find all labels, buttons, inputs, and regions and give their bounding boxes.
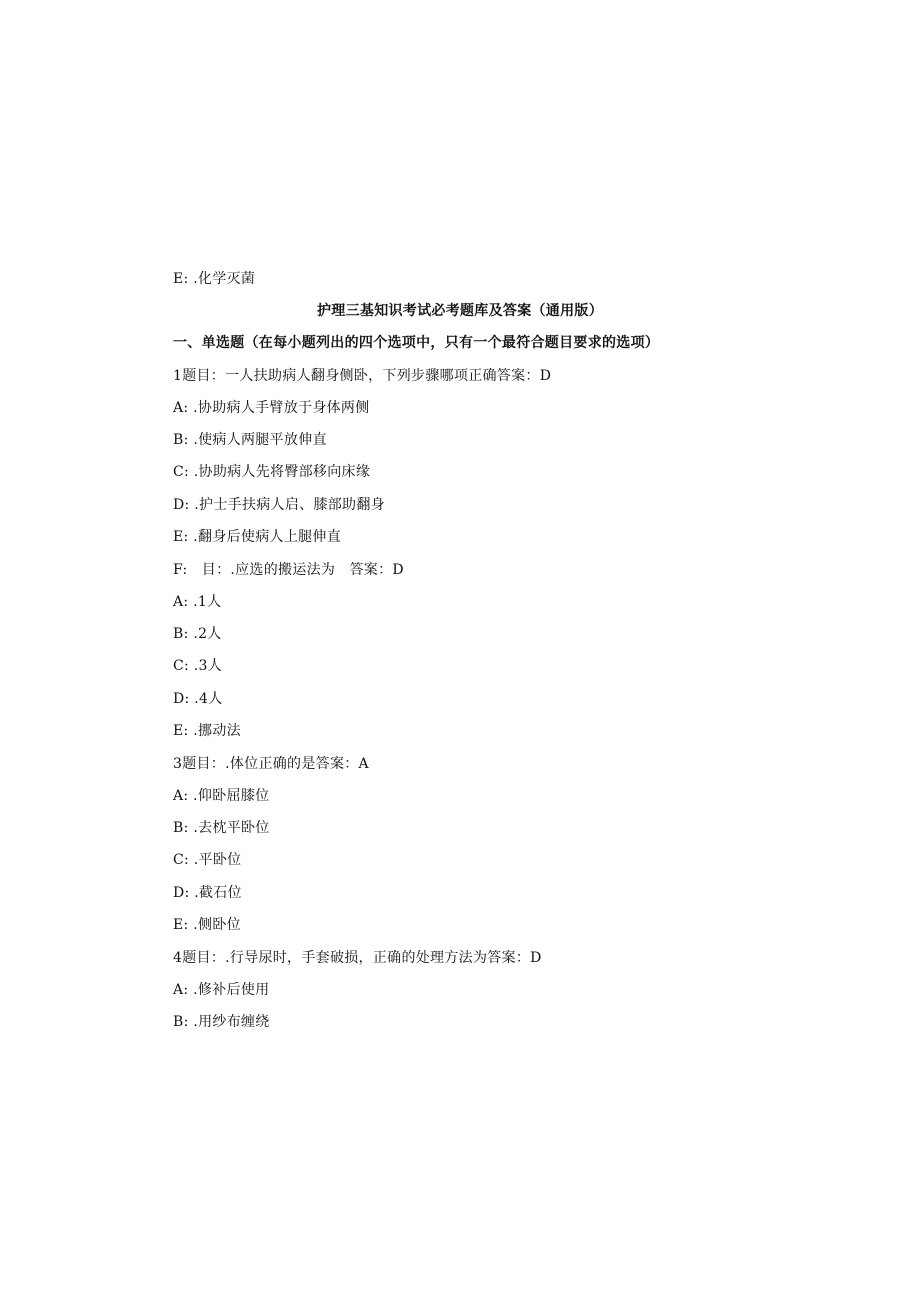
q2-option-c: C: .3人 — [173, 658, 223, 674]
question-4: 4题目：.行导尿时，手套破损，正确的处理方法为答案：D — [173, 950, 542, 966]
q3-option-b: B: .去枕平卧位 — [173, 820, 270, 836]
q1-option-a: A: .协助病人手臂放于身体两侧 — [173, 400, 370, 416]
q2-option-b: B: .2人 — [173, 626, 222, 642]
q3-option-e: E: .侧卧位 — [173, 917, 241, 933]
q1-option-b: B: .使病人两腿平放伸直 — [173, 432, 327, 448]
q1-option-c: C: .协助病人先将臀部移向床缘 — [173, 464, 371, 480]
q1-option-e: E: .翻身后使病人上腿伸直 — [173, 529, 342, 545]
option-e-prev: E: .化学灭菌 — [173, 271, 256, 287]
question-2: F: 目：.应选的搬运法为 答案：D — [173, 562, 404, 578]
q3-option-d: D: .截石位 — [173, 885, 242, 901]
q4-option-a: A: .修补后使用 — [173, 982, 270, 998]
q3-option-c: C: .平卧位 — [173, 852, 242, 868]
q3-option-a: A: .仰卧屈膝位 — [173, 788, 270, 804]
q4-option-b: B: .用纱布缠绕 — [173, 1014, 270, 1030]
document-title: 护理三基知识考试必考题库及答案（通用版） — [317, 303, 603, 319]
question-3: 3题目：.体位正确的是答案：A — [173, 756, 369, 772]
q2-option-d: D: .4人 — [173, 691, 223, 707]
q2-option-a: A: .1人 — [173, 594, 222, 610]
q2-option-e: E: .挪动法 — [173, 723, 241, 739]
question-1: 1题目：一人扶助病人翻身侧卧，下列步骤哪项正确答案：D — [173, 368, 552, 384]
q1-option-d: D: .护士手扶病人启、膝部助翻身 — [173, 497, 385, 513]
section-heading: 一、单选题（在每小题列出的四个选项中，只有一个最符合题目要求的选项） — [173, 335, 660, 351]
